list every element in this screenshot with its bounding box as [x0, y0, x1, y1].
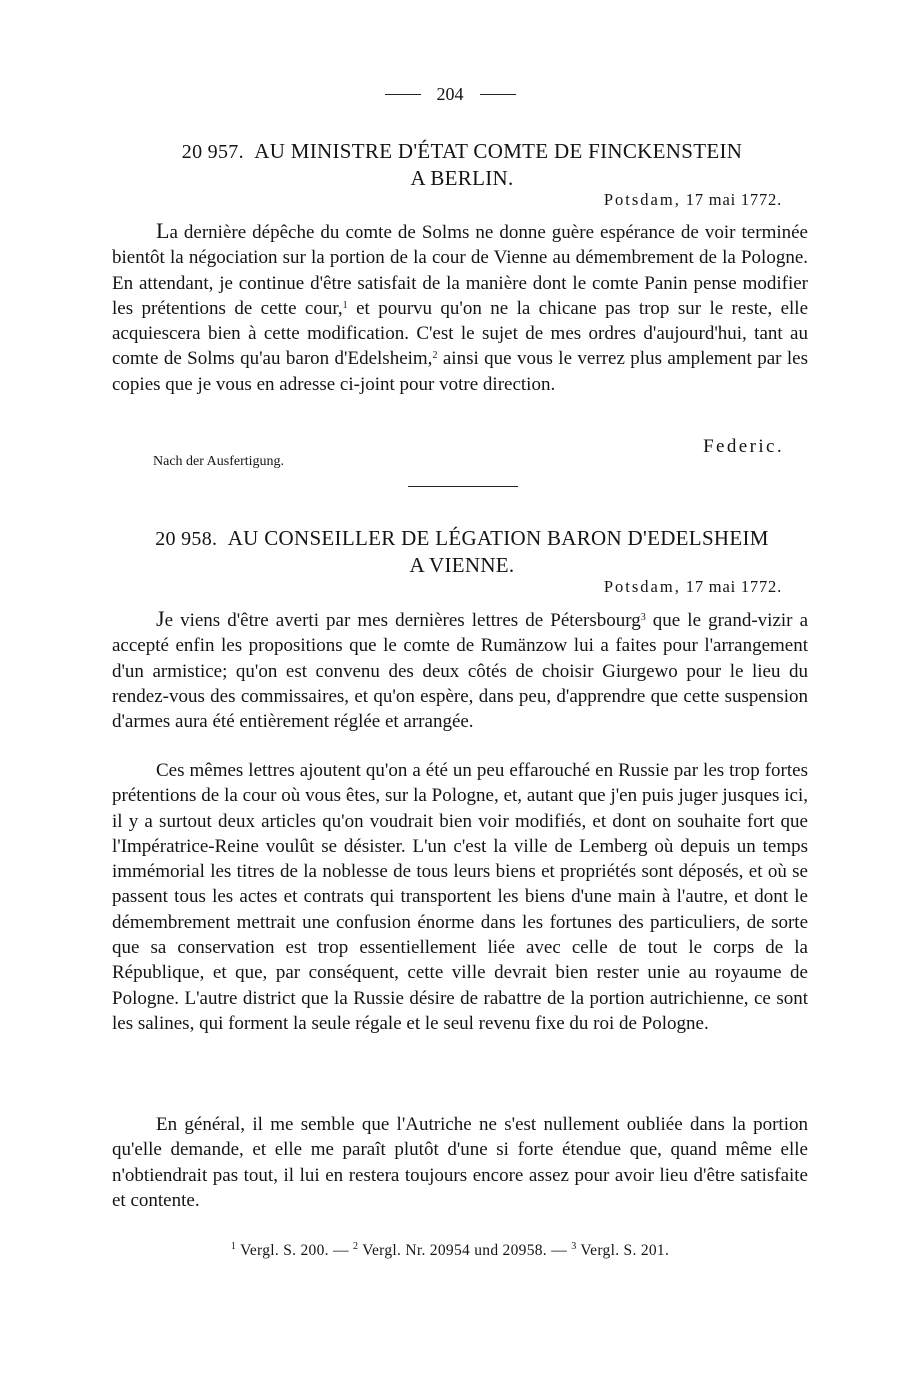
source-note: Nach der Ausfertigung.: [153, 454, 285, 469]
footnote-marker: 2: [353, 1241, 359, 1252]
paragraph-text: que le grand-vizir a accepté enfin les propositions que le comte de Rumänzow lui a faites pour l'arrangement d'un armistice; qu'on est convenu des deux côtés de choisir Giurgewo pour le lieu du rendez-vous des commissaires, et qu'on espère, dans peu, d'apprendre que cette suspension d'armes aura été entièrement réglée et arrangée.: [112, 610, 809, 733]
dateline-date: 17 mai 1772.: [685, 190, 782, 209]
letter-heading: [112, 525, 812, 578]
paragraph-text: La dernière dépêche du comte de Solms ne donne guère espérance de voir terminée bientôt la négociation sur la portion de la cour de Vienne au démembrement de la Pologne. En attendant, je continue d'être satisfait de la manière dont le comte Panin pense modifier les prétentions de cette cour,: [112, 218, 808, 319]
letter-paragraph: [112, 218, 808, 397]
dateline-date: 17 mai 1772.: [685, 577, 782, 596]
letter-heading-line1: [112, 525, 812, 552]
paragraph-text: Je viens d'être averti par mes dernières lettres de Pétersbourg: [156, 606, 641, 631]
footnote-text: Vergl. Nr. 20954 und 20958.: [362, 1242, 547, 1259]
letter-dateline: [604, 190, 782, 210]
section-divider: [408, 486, 518, 487]
letter-addressee: AU MINISTRE D'ÉTAT COMTE DE FINCKENSTEIN: [254, 139, 743, 163]
letter-addressee: AU CONSEILLER DE LÉGATION BARON D'EDELSHEIM: [227, 526, 769, 550]
paragraph-text: ainsi que vous le verrez plus amplement par les copies que je vous en adresse ci-joint pour votre direction.: [112, 348, 808, 395]
letter-heading: [112, 138, 812, 191]
footnotes: [0, 1242, 900, 1260]
footnote-ref: 3: [640, 612, 646, 623]
letter-number: 20 957.: [181, 141, 244, 163]
header-rule-right: [480, 94, 516, 95]
footnote-marker: 3: [571, 1241, 577, 1252]
letter-destination: A VIENNE.: [409, 553, 515, 577]
footnote-separator: —: [551, 1242, 567, 1259]
letter-heading-line1: [112, 138, 812, 165]
dateline-place: Potsdam,: [603, 577, 681, 596]
dateline-place: Potsdam,: [603, 190, 681, 209]
footnote-text: Vergl. S. 200.: [240, 1242, 329, 1259]
letter-paragraph: En général, il me semble que l'Autriche ne s'est nullement oubliée dans la portion qu'elle demande, et elle me paraît plutôt d'une si forte étendue que, quand même elle n'obtiendrait pas tout, il lui en restera toujours encore assez pour avoir lieu d'être satisfaite et contente.: [112, 1114, 808, 1211]
letter-signature: Federic.: [703, 436, 784, 457]
letter-number: 20 958.: [155, 528, 218, 550]
footnote-separator: —: [333, 1242, 349, 1259]
page-header: [0, 84, 900, 105]
letter-dateline: [604, 577, 782, 597]
letter-paragraph: [112, 606, 808, 734]
footnote-text: Vergl. S. 201.: [580, 1242, 670, 1259]
footnote-ref: 1: [342, 299, 348, 311]
letter-destination: A BERLIN.: [410, 166, 514, 190]
paragraph-text: et pourvu qu'on ne la chicane pas trop sur le reste, elle acquiescera bien à cette modification. C'est le sujet de mes ordres d'aujourd'hui, tant au comte de Solms qu'au baron d'Edelsheim,: [112, 297, 808, 370]
footnote-marker: 1: [230, 1241, 237, 1252]
letter-paragraph: Ces mêmes lettres ajoutent qu'on a été un peu effarouché en Russie par les trop fortes prétentions de la cour où vous êtes, sur la Pologne, et, autant que j'en puis juger jusques ici, il y a surtout deux articles qu'on voudrait bien voir modifiés, et dont on souhaite fort que l'Impératrice-Reine voulût se désister. L'un c'est la ville de Lemberg où depuis un temps immémorial les titres de la noblesse de tous leurs biens et propriétés sont déposés, et où se passent tous les actes et contrats qui transportent les biens d'une main à l'autre, et dont le démembrement mettrait une confusion énorme dans les fortunes des particuliers, de sorte que sa conservation est trop essentiellement liée avec celle de tout le corps de la République, et que, par conséquent, cette ville devrait bien rester unie au royaume de Pologne. L'autre district que la Russie désire de rabattre de la portion autrichienne, ce sont les salines, qui forment la seule régale et le seul revenu fixe du roi de Pologne.: [112, 760, 808, 1034]
header-rule-left: [385, 94, 421, 95]
page-number: 204: [436, 84, 464, 104]
footnote-ref: 2: [432, 350, 438, 362]
